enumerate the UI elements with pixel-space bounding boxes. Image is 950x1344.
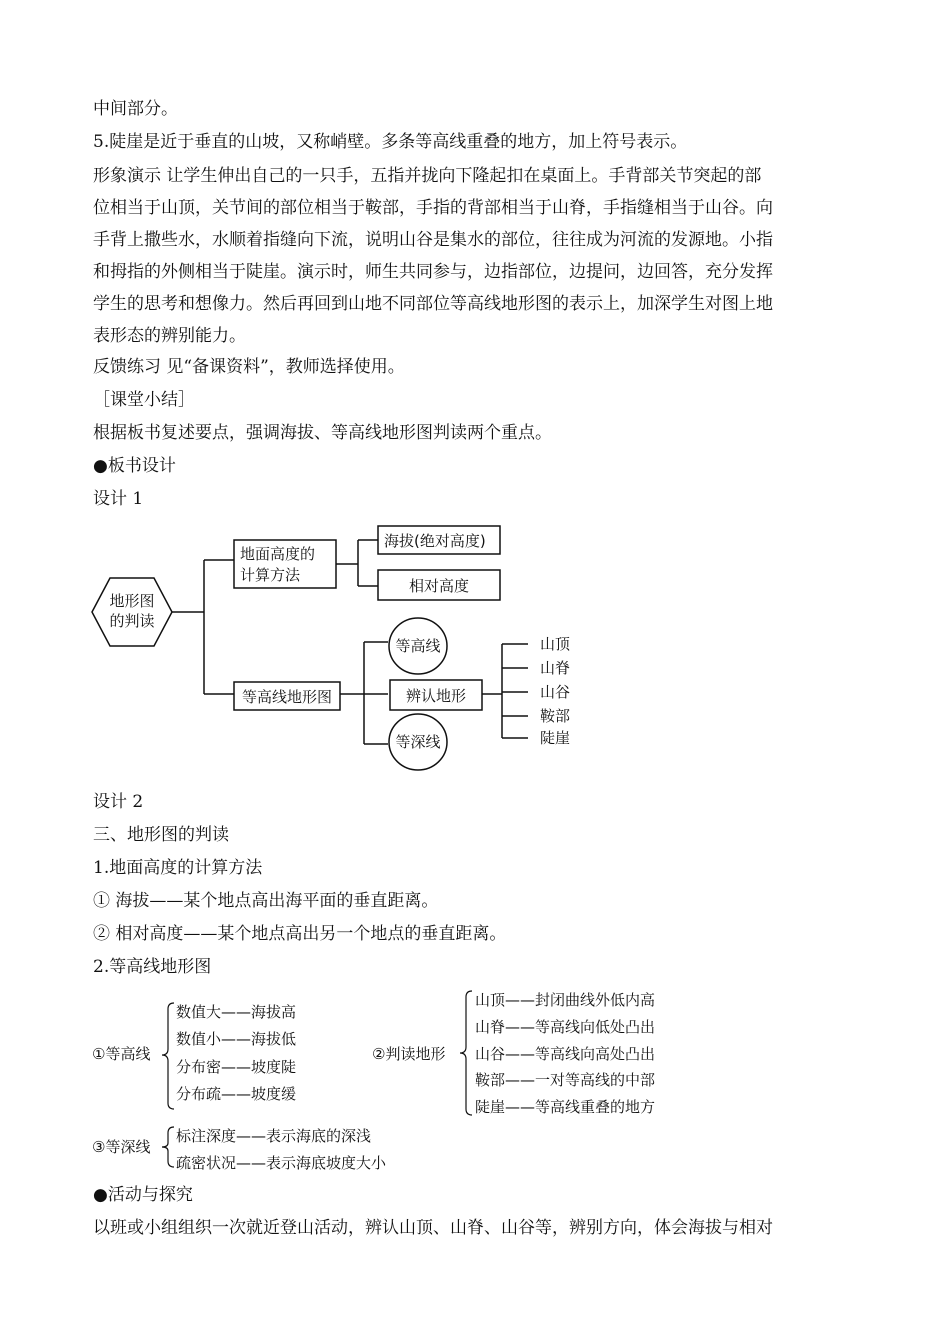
identify-group-label: ②判读地形: [372, 1045, 446, 1063]
section-heading: 三、地形图的判读: [93, 825, 229, 845]
altitude-label: 海拔(绝对高度): [384, 532, 486, 550]
landform-rule: 山脊——等高线向低处凸出: [475, 1018, 656, 1036]
depth-label: 等深线: [395, 733, 441, 751]
text-line: 中间部分。: [93, 99, 178, 119]
root-label-line1: 地形图: [109, 592, 155, 610]
demo-line: 学生的思考和想像力。然后再回到山地不同部位等高线地形图的表示上，加深学生对图上地: [93, 294, 773, 314]
depth-group-label: ③等深线: [92, 1138, 151, 1156]
board-design-diagram-1: [88, 522, 588, 792]
contour-map-label: 等高线地形图: [241, 688, 333, 706]
landform-rule: 山顶——封闭曲线外低内高: [475, 991, 656, 1009]
contour-rule: 数值小——海拔低: [176, 1030, 297, 1048]
demo-line: 形象演示 让学生伸出自己的一只手，五指并拢向下隆起扣在桌面上。手背部关节突起的部: [93, 166, 762, 186]
landform-label: 山顶: [540, 635, 571, 653]
identify-label: 辨认地形: [405, 687, 467, 705]
text-line: 5.陡崖是近于垂直的山坡，又称峭壁。多条等高线重叠的地方，加上符号表示。: [93, 132, 688, 152]
relative-height-label: 相对高度: [408, 577, 470, 595]
landform-rule: 陡崖——等高线重叠的地方: [475, 1098, 656, 1116]
landform-label: 山谷: [540, 683, 571, 701]
contour-group-label: ①等高线: [92, 1045, 151, 1063]
section-heading: ●板书设计: [93, 456, 176, 476]
landform-rule: 鞍部——一对等高线的中部: [475, 1071, 656, 1089]
depth-rule: 疏密状况——表示海底坡度大小: [176, 1154, 387, 1172]
landform-label: 山脊: [540, 659, 571, 677]
landform-label: 鞍部: [540, 707, 571, 725]
board-design-diagram-2: [88, 985, 708, 1175]
text-line: 反馈练习 见“备课资料”，教师选择使用。: [93, 357, 405, 377]
contour-label: 等高线: [395, 637, 441, 655]
demo-paragraph: [93, 160, 861, 352]
contour-rule: 分布疏——坡度缓: [176, 1085, 297, 1103]
text-line: 1.地面高度的计算方法: [93, 858, 263, 878]
calc-label-line2: 计算方法: [240, 566, 301, 584]
demo-line: 表形态的辨别能力。: [93, 326, 246, 346]
text-line: 以班或小组组织一次就近登山活动，辨认山顶、山脊、山谷等，辨别方向，体会海拔与相对: [93, 1218, 773, 1238]
landform-rule: 山谷——等高线向高处凸出: [475, 1045, 656, 1063]
demo-line: 手背上撒些水，水顺着指缝向下流，说明山谷是集水的部位，往往成为河流的发源地。小指: [93, 230, 773, 250]
text-line: ① 海拔——某个地点高出海平面的垂直距离。: [93, 891, 439, 911]
section-heading: ●活动与探究: [93, 1185, 193, 1205]
demo-line: 和拇指的外侧相当于陡崖。演示时，师生共同参与，边指部位，边提问，边回答，充分发挥: [93, 262, 773, 282]
demo-line: 位相当于山顶，关节间的部位相当于鞍部，手指的背部相当于山脊，手指缝相当于山谷。向: [93, 198, 773, 218]
calc-label-line1: 地面高度的: [240, 545, 316, 563]
text-line: 2.等高线地形图: [93, 957, 212, 977]
depth-rule: 标注深度——表示海底的深浅: [176, 1127, 372, 1145]
text-line: ② 相对高度——某个地点高出另一个地点的垂直距离。: [93, 924, 507, 944]
text-line: 设计 1: [93, 489, 144, 509]
text-line: 设计 2: [93, 792, 144, 812]
contour-rule: 分布密——坡度陡: [176, 1058, 297, 1076]
root-label-line2: 的判读: [109, 612, 155, 630]
text-line: 根据板书复述要点，强调海拔、等高线地形图判读两个重点。: [93, 423, 552, 443]
section-heading: ［课堂小结］: [93, 390, 195, 410]
landform-label: 陡崖: [540, 729, 571, 747]
contour-rule: 数值大——海拔高: [176, 1003, 297, 1021]
